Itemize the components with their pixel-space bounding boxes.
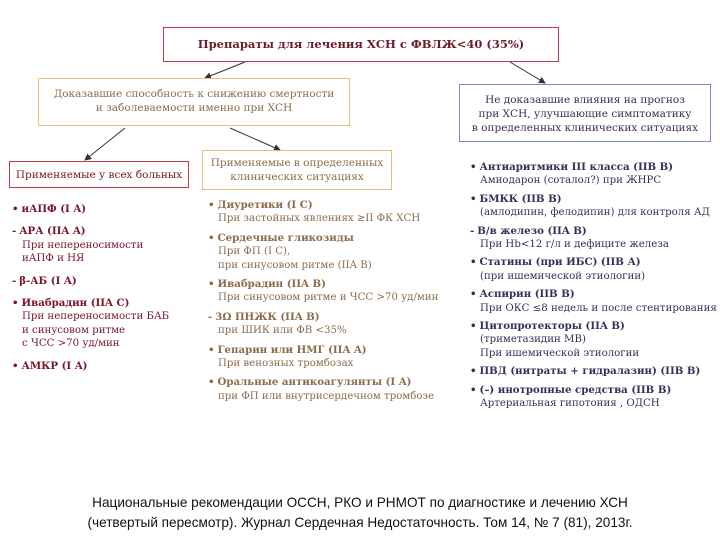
drug-title-text: БМКК (IIВ В) bbox=[479, 192, 562, 205]
drug-title-text: Диуретики (I C) bbox=[217, 199, 313, 211]
drug-note: При застойных явлениях ≥II ФК ХСН bbox=[218, 213, 421, 225]
drug-title-text: Оральные антикоагулянты (I A) bbox=[217, 376, 412, 389]
bullet-icon: - bbox=[12, 274, 17, 287]
drug-title bbox=[470, 320, 715, 333]
proven-box bbox=[38, 78, 350, 126]
arrow-proven-to-situations bbox=[230, 128, 280, 150]
drug-note: Амиодарон (соталол?) при ЖНРС bbox=[480, 175, 662, 187]
drug-title-text: Ивабрадин (IIA B) bbox=[217, 278, 326, 291]
drug-item bbox=[208, 376, 448, 403]
bullet-icon: • bbox=[470, 288, 477, 301]
drug-note: При непереносимости БАБ bbox=[22, 311, 170, 323]
drug-note: и синусовом ритме bbox=[22, 324, 126, 336]
drug-title-text: Сердечные гликозиды bbox=[217, 231, 354, 244]
bullet-icon: • bbox=[12, 359, 19, 372]
drug-item bbox=[12, 275, 197, 288]
drug-note: Артериальная гипотония , ОДСН bbox=[480, 398, 660, 410]
drug-title-text: иАПФ (I A) bbox=[21, 203, 87, 215]
drug-title bbox=[12, 360, 197, 373]
bullet-icon: - bbox=[12, 225, 17, 238]
drug-item bbox=[208, 344, 448, 371]
proven-line-2: и заболеваемости именно при ХСН bbox=[95, 102, 293, 114]
drug-title-text: Антиаритмики III класса (IIВ В) bbox=[479, 161, 674, 173]
drug-item bbox=[470, 384, 715, 411]
proven-line-1: Доказавшие способность к снижению смертности bbox=[53, 88, 335, 100]
bullet-icon: • bbox=[208, 231, 215, 244]
bullet-icon: • bbox=[470, 192, 477, 205]
drug-title-text: 3Ω ПНЖК (IIA B) bbox=[215, 310, 320, 323]
drug-title bbox=[12, 225, 197, 238]
drug-title-text: β-АБ (I A) bbox=[19, 274, 77, 287]
not-proven-line-2: при ХСН, улучшающие симптоматику bbox=[478, 108, 692, 120]
drug-note: При венозных тромбозах bbox=[218, 358, 354, 370]
bullet-icon: • bbox=[208, 376, 215, 389]
drug-title-text: (–) инотропные средства (IIВ В) bbox=[479, 383, 672, 396]
drug-title bbox=[208, 344, 448, 357]
not-proven-line-1: Не доказавшие влияния на прогноз bbox=[485, 94, 685, 106]
drug-note: При синусовом ритме и ЧСС >70 уд/мин bbox=[218, 292, 439, 304]
drug-title-text: Гепарин или НМГ (IIA A) bbox=[217, 343, 367, 356]
drug-note: при ФП или внутрисердечном тромбозе bbox=[218, 390, 435, 402]
drug-title bbox=[470, 256, 715, 269]
drug-title bbox=[208, 232, 448, 245]
drug-title bbox=[208, 376, 448, 389]
drug-title-text: Цитопротекторы (IIA B) bbox=[479, 320, 625, 333]
arrow-top-to-proven bbox=[205, 62, 245, 78]
drug-item bbox=[208, 278, 448, 305]
not-proven-line-3: в определенных клинических ситуациях bbox=[471, 122, 699, 134]
drug-item bbox=[470, 365, 715, 378]
bullet-icon: - bbox=[208, 310, 213, 323]
bullet-icon: • bbox=[208, 343, 215, 356]
drug-title bbox=[470, 384, 715, 397]
bullet-icon: • bbox=[208, 199, 215, 211]
bullet-icon: • bbox=[470, 383, 477, 396]
drug-item bbox=[208, 232, 448, 272]
drug-note: При непереносимости bbox=[22, 239, 144, 251]
drug-title bbox=[12, 297, 197, 310]
drug-item bbox=[208, 311, 448, 338]
drug-title bbox=[470, 225, 715, 238]
drug-title bbox=[470, 365, 715, 378]
bullet-icon: • bbox=[470, 365, 477, 378]
drug-item bbox=[208, 199, 448, 226]
situations-line-1: Применяемые в определенных bbox=[210, 157, 384, 169]
drug-item bbox=[12, 360, 197, 373]
drug-title-text: Ивабрадин (IIA C) bbox=[21, 297, 130, 310]
bullet-icon: • bbox=[208, 278, 215, 291]
drug-note: при ШИК или ФВ <35% bbox=[218, 325, 347, 337]
drug-note: (при ишемической этиологии) bbox=[480, 270, 646, 282]
drug-item bbox=[470, 288, 715, 315]
all-patients-text: Применяемые у всех больных bbox=[15, 169, 183, 181]
bullet-icon: • bbox=[12, 203, 19, 215]
drug-title-text: АМКР (I A) bbox=[21, 359, 88, 372]
drug-title bbox=[470, 288, 715, 301]
footer-line-1: Национальные рекомендации ОССН, РКО и РНМОТ по диагностике и лечению ХСН bbox=[92, 495, 628, 510]
drug-note: При ишемической этиологии bbox=[480, 347, 640, 359]
drug-title-text: ПВД (нитраты + гидралазин) (IIВ В) bbox=[479, 365, 701, 378]
column-specific-situations bbox=[208, 199, 448, 409]
drug-item bbox=[470, 161, 715, 188]
bullet-icon: • bbox=[470, 320, 477, 333]
arrow-top-to-not-proven bbox=[510, 62, 545, 83]
situations-line-2: клинических ситуациях bbox=[230, 171, 364, 183]
drug-note: При Hb<12 г/л и дефиците железа bbox=[480, 239, 669, 251]
footer-line-2: (четвертый пересмотр). Журнал Сердечная Недостаточность. Том 14, № 7 (81), 2013г. bbox=[87, 515, 633, 530]
bullet-icon: - bbox=[470, 224, 475, 237]
drug-item bbox=[470, 193, 715, 220]
footer-citation bbox=[0, 493, 720, 533]
drug-title bbox=[208, 199, 448, 212]
drug-item bbox=[12, 203, 197, 216]
drug-title-text: Аспирин (IIВ В) bbox=[479, 288, 575, 301]
bullet-icon: • bbox=[470, 256, 477, 269]
drug-note: (амлодипин, фелодипин) для контроля АД bbox=[480, 207, 710, 219]
drug-note: (триметазидин МВ) bbox=[480, 334, 586, 346]
drug-title bbox=[470, 161, 715, 174]
top-title-box bbox=[163, 27, 559, 62]
bullet-icon: • bbox=[12, 297, 19, 310]
all-patients-box bbox=[9, 161, 189, 188]
not-proven-box bbox=[459, 84, 711, 142]
drug-title bbox=[208, 311, 448, 324]
column-all-patients bbox=[12, 203, 197, 382]
drug-item bbox=[12, 297, 197, 351]
drug-note: иАПФ и НЯ bbox=[22, 253, 85, 265]
drug-item bbox=[470, 256, 715, 283]
drug-item bbox=[470, 225, 715, 252]
bullet-icon: • bbox=[470, 161, 477, 173]
drug-title bbox=[208, 278, 448, 291]
drug-title bbox=[470, 193, 715, 206]
drug-note: с ЧСС >70 уд/мин bbox=[22, 338, 120, 350]
drug-title bbox=[12, 203, 197, 216]
drug-item bbox=[12, 225, 197, 265]
drug-note: При ФП (I C), bbox=[218, 246, 291, 258]
drug-title-text: АРА (IIA A) bbox=[19, 225, 86, 238]
specific-situations-box bbox=[202, 150, 392, 190]
drug-note: при синусовом ритме (IIA B) bbox=[218, 259, 372, 271]
drug-title-text: Статины (при ИБС) (IIВ А) bbox=[479, 256, 641, 269]
drug-item bbox=[470, 320, 715, 360]
arrow-proven-to-all bbox=[85, 128, 125, 160]
top-title-text: Препараты для лечения ХСН с ФВЛЖ<40 (35%) bbox=[197, 37, 525, 51]
drug-note: При ОКС ≤8 недель и после стентирования bbox=[480, 302, 717, 314]
drug-title bbox=[12, 275, 197, 288]
drug-title-text: В/в железо (IIA B) bbox=[477, 224, 587, 237]
column-not-proven bbox=[470, 161, 715, 416]
